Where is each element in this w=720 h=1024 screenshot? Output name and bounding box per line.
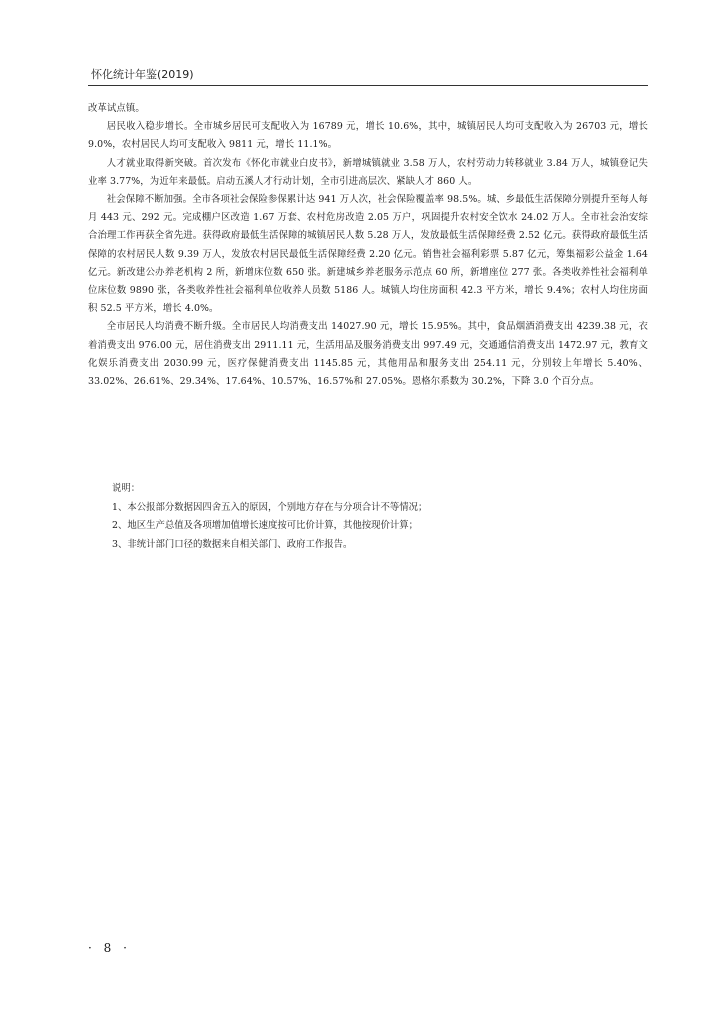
- header-rule: [88, 85, 648, 86]
- body-text: [88, 100, 648, 391]
- note-item: 2、地区生产总值及各项增加值增长速度按可比价计算，其他按现价计算；: [112, 520, 418, 532]
- notes-section: [112, 480, 632, 555]
- paragraph-employment: 人才就业取得新突破。首次发布《怀化市就业白皮书》，新增城镇就业 3.58 万人，农村劳动力转移就业 3.84 万人，城镇登记失业率 3.77%，为近年来最低。启动五溪人才行动计划，全市引进高层次、紧缺人才 860 人。: [88, 157, 648, 187]
- notes-heading: 说明：: [112, 483, 141, 494]
- page-number: · 8 ·: [88, 941, 131, 955]
- note-item: 1、本公报部分数据因四舍五入的原因，个别地方存在与分项合计不等情况；: [112, 501, 428, 513]
- paragraph-income: 居民收入稳步增长。全市城乡居民可支配收入为 16789 元，增长 10.6%，其中，城镇居民人均可支配收入为 26703 元，增长 9.0%，农村居民人均可支配收入 9811 元，增长 11.1%。: [88, 121, 648, 151]
- paragraph-consumption: 全市居民人均消费不断升级。全市居民人均消费支出 14027.90 元，增长 15.95%。其中，食品烟酒消费支出 4239.38 元，衣着消费支出 976.00 元，居住消费支出 2911.11 元，生活用品及服务消费支出 997.49 元，交通通信消费支出 1472.97 元，教育文化娱乐消费支出 2030.99 元，医疗保健消费支出 1145.85 元，其他用品和服务支出 254.11 元，分别较上年增长 5.40%、33.02%、26.61%、29.34%、17.64%、10.57%、16.57%和 27.05%。恩格尔系数为 30.2%，下降 3.0 个百分点。: [88, 321, 648, 388]
- paragraph-social-security: 社会保障不断加强。全市各项社会保险参保累计达 941 万人次，社会保险覆盖率 98.5%。城、乡最低生活保障分别提升至每人每月 443 元、292 元。完成棚户区改造 1.67 万套、农村危房改造 2.05 万户，巩固提升农村安全饮水 24.02 万人。全市社会治安综合治理工作再获全省先进。获得政府最低生活保障的城镇居民人数 5.28 万人，发放最低生活保障经费 2.52 亿元。获得政府最低生活保障的农村居民人数 9.39 万人，发放农村居民最低生活保障经费 2.20 亿元。销售社会福利彩票 5.87 亿元，筹集福彩公益金 1.64 亿元。新改建公办养老机构 2 所，新增床位数 650 张。新建城乡养老服务示范点 60 所，新增座位 277 张。各类收养性社会福利单位床位数 9890 张，各类收养性社会福利单位收养人员数 5186 人。城镇人均住房面积 42.3 平方米，增长 9.4%；农村人均住房面积 52.5 平方米，增长 4.0%。: [88, 194, 648, 315]
- paragraph: 改革试点镇。: [88, 103, 145, 114]
- note-item: 3、非统计部门口径的数据来自相关部门、政府工作报告。: [112, 539, 353, 551]
- running-header: 怀化统计年鉴(2019): [91, 68, 194, 81]
